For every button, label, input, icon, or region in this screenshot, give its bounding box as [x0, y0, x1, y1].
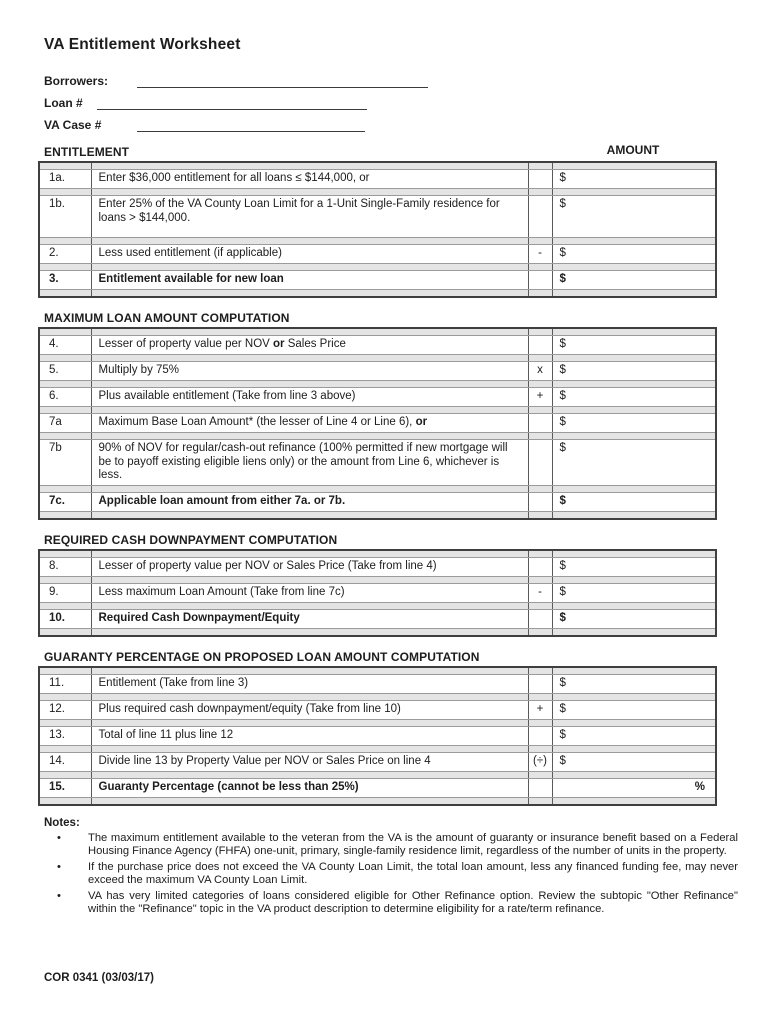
row-description-cell: Plus available entitlement (Take from line 3 above)	[91, 388, 528, 407]
description-text: or	[273, 338, 285, 350]
table-row-3	[39, 271, 716, 290]
row-number-cell: 2.	[39, 245, 91, 264]
spacer-cell	[91, 238, 528, 245]
spacer-cell	[39, 719, 91, 726]
row-amount-cell[interactable]: $	[552, 700, 716, 719]
row-description-cell: Entitlement (Take from line 3)	[91, 674, 528, 693]
spacer-cell	[552, 667, 716, 675]
spacer-cell	[528, 550, 552, 558]
spacer-cell	[39, 189, 91, 196]
row-operator-cell: x	[528, 362, 552, 381]
spacer-row	[39, 667, 716, 675]
field-label: VA Case #	[44, 118, 102, 132]
row-amount-cell[interactable]: $	[552, 170, 716, 189]
row-operator-cell: +	[528, 700, 552, 719]
spacer-row	[39, 511, 716, 519]
row-operator-cell	[528, 336, 552, 355]
spacer-row	[39, 602, 716, 609]
spacer-row	[39, 550, 716, 558]
spacer-cell	[528, 328, 552, 336]
spacer-row	[39, 797, 716, 805]
note-bullet-item: • The maximum entitlement available to the veteran from the VA is the amount of guaranty or insurance benefit based on a Federal Housing Finance Agency (FHFA) one-unit, primary, single-family residence limit, regardless of the number of units in the property.	[44, 832, 738, 859]
spacer-cell	[91, 485, 528, 492]
section-title: ENTITLEMENT	[44, 145, 130, 159]
row-number-cell: 8.	[39, 557, 91, 576]
row-amount-cell[interactable]: $	[552, 752, 716, 771]
spacer-cell	[39, 576, 91, 583]
section-heading-downpayment	[44, 531, 770, 547]
field-input-line[interactable]	[137, 118, 365, 132]
row-description-cell: Multiply by 75%	[91, 362, 528, 381]
spacer-cell	[552, 407, 716, 414]
row-operator-cell	[528, 778, 552, 797]
row-number-cell: 1a.	[39, 170, 91, 189]
spacer-cell	[552, 328, 716, 336]
spacer-cell	[39, 238, 91, 245]
spacer-cell	[552, 238, 716, 245]
spacer-cell	[528, 355, 552, 362]
row-description-cell: Total of line 11 plus line 12	[91, 726, 528, 745]
table-row-6	[39, 388, 716, 407]
spacer-cell	[552, 264, 716, 271]
row-operator-cell: -	[528, 245, 552, 264]
header-fields	[38, 66, 770, 132]
row-amount-cell[interactable]: $	[552, 557, 716, 576]
spacer-cell	[91, 162, 528, 170]
spacer-cell	[528, 745, 552, 752]
spacer-cell	[91, 511, 528, 519]
section-heading-entitlement	[44, 143, 770, 159]
worksheet-table-entitlement	[38, 161, 717, 298]
spacer-cell	[528, 433, 552, 440]
row-number-cell: 1b.	[39, 196, 91, 238]
spacer-row	[39, 745, 716, 752]
spacer-row	[39, 238, 716, 245]
field-input-line[interactable]	[137, 74, 428, 88]
row-amount-cell[interactable]: $	[552, 196, 716, 238]
spacer-cell	[552, 550, 716, 558]
section-title: GUARANTY PERCENTAGE ON PROPOSED LOAN AMOUNT COMPUTATION	[44, 649, 480, 664]
notes-list	[44, 832, 738, 918]
section-heading-guaranty	[44, 648, 770, 664]
table-row-10	[39, 609, 716, 628]
spacer-cell	[552, 162, 716, 170]
spacer-cell	[39, 628, 91, 636]
row-number-cell: 11.	[39, 674, 91, 693]
row-number-cell: 7a	[39, 414, 91, 433]
spacer-cell	[39, 355, 91, 362]
spacer-cell	[39, 797, 91, 805]
spacer-cell	[91, 407, 528, 414]
row-operator-cell	[528, 557, 552, 576]
spacer-cell	[91, 189, 528, 196]
spacer-cell	[552, 485, 716, 492]
row-description-cell: Enter $36,000 entitlement for all loans ≤ $144,000, or	[91, 170, 528, 189]
spacer-cell	[528, 162, 552, 170]
notes-heading: Notes:	[44, 816, 80, 829]
row-operator-cell: +	[528, 388, 552, 407]
spacer-cell	[91, 628, 528, 636]
spacer-cell	[91, 745, 528, 752]
field-input-line[interactable]	[97, 96, 367, 110]
spacer-row	[39, 290, 716, 298]
spacer-row	[39, 433, 716, 440]
row-operator-cell	[528, 492, 552, 511]
spacer-cell	[528, 485, 552, 492]
spacer-cell	[552, 381, 716, 388]
spacer-cell	[552, 511, 716, 519]
row-operator-cell	[528, 196, 552, 238]
row-number-cell: 4.	[39, 336, 91, 355]
form-body	[38, 143, 770, 806]
spacer-cell	[39, 381, 91, 388]
row-description-cell: Required Cash Downpayment/Equity	[91, 609, 528, 628]
field-loan	[44, 88, 770, 110]
spacer-row	[39, 355, 716, 362]
spacer-cell	[528, 602, 552, 609]
spacer-cell	[39, 511, 91, 519]
row-operator-cell	[528, 726, 552, 745]
row-operator-cell	[528, 170, 552, 189]
row-description-cell: Less used entitlement (if applicable)	[91, 245, 528, 264]
row-number-cell: 13.	[39, 726, 91, 745]
spacer-cell	[528, 576, 552, 583]
row-operator-cell	[528, 440, 552, 486]
amount-column-caption: AMOUNT	[606, 143, 660, 157]
spacer-cell	[91, 550, 528, 558]
table-row-12	[39, 700, 716, 719]
spacer-cell	[39, 667, 91, 675]
spacer-cell	[91, 381, 528, 388]
row-amount-cell[interactable]: $	[552, 271, 716, 290]
spacer-cell	[91, 290, 528, 298]
spacer-cell	[552, 355, 716, 362]
spacer-cell	[552, 290, 716, 298]
spacer-cell	[552, 602, 716, 609]
field-label: Loan #	[44, 96, 83, 110]
field-vacase	[44, 110, 770, 132]
spacer-cell	[91, 602, 528, 609]
spacer-cell	[39, 485, 91, 492]
spacer-cell	[91, 328, 528, 336]
spacer-cell	[552, 576, 716, 583]
spacer-cell	[528, 667, 552, 675]
spacer-cell	[39, 771, 91, 778]
table-row-8	[39, 557, 716, 576]
note-bullet-item: • If the purchase price does not exceed the VA County Loan Limit, the total loan amount, less any financed funding fee, may never exceed the maximum VA County Loan Limit.	[44, 861, 738, 888]
spacer-cell	[528, 381, 552, 388]
table-row-5	[39, 362, 716, 381]
row-operator-cell	[528, 609, 552, 628]
notes-section	[44, 816, 738, 918]
row-operator-cell	[528, 414, 552, 433]
spacer-cell	[91, 797, 528, 805]
section-heading-max-loan	[44, 309, 770, 325]
row-amount-cell[interactable]: $	[552, 674, 716, 693]
section-title: REQUIRED CASH DOWNPAYMENT COMPUTATION	[44, 532, 338, 547]
row-number-cell: 14.	[39, 752, 91, 771]
row-operator-cell: -	[528, 583, 552, 602]
spacer-cell	[552, 628, 716, 636]
row-number-cell: 7c.	[39, 492, 91, 511]
worksheet-table-max-loan	[38, 327, 717, 520]
row-amount-cell[interactable]: $	[552, 440, 716, 486]
table-row-7a	[39, 414, 716, 433]
spacer-cell	[552, 771, 716, 778]
spacer-cell	[552, 745, 716, 752]
spacer-cell	[39, 162, 91, 170]
worksheet-table-guaranty	[38, 666, 717, 806]
table-row-7c	[39, 492, 716, 511]
row-amount-cell[interactable]: $	[552, 609, 716, 628]
spacer-cell	[528, 797, 552, 805]
spacer-cell	[91, 693, 528, 700]
description-text: Maximum Base Loan Amount* (the lesser of Line 4 or Line 6),	[98, 416, 416, 428]
spacer-cell	[39, 550, 91, 558]
spacer-cell	[552, 433, 716, 440]
row-description-cell: Entitlement available for new loan	[91, 271, 528, 290]
spacer-row	[39, 628, 716, 636]
row-description-cell: Enter 25% of the VA County Loan Limit for a 1-Unit Single-Family residence for loans > $144,000.	[91, 196, 528, 238]
row-description-cell	[91, 414, 528, 433]
description-text: Sales Price	[284, 338, 346, 350]
spacer-cell	[528, 290, 552, 298]
description-text: Lesser of property value per NOV	[98, 338, 273, 350]
row-number-cell: 12.	[39, 700, 91, 719]
form-number: COR 0341 (03/03/17)	[44, 972, 154, 984]
row-number-cell: 6.	[39, 388, 91, 407]
table-row-11	[39, 674, 716, 693]
spacer-cell	[91, 667, 528, 675]
section-title: MAXIMUM LOAN AMOUNT COMPUTATION	[44, 311, 290, 325]
spacer-cell	[528, 719, 552, 726]
spacer-row	[39, 264, 716, 271]
row-operator-cell	[528, 674, 552, 693]
spacer-cell	[91, 771, 528, 778]
row-operator-cell	[528, 271, 552, 290]
spacer-cell	[528, 771, 552, 778]
spacer-cell	[552, 189, 716, 196]
row-description-cell: Applicable loan amount from either 7a. or 7b.	[91, 492, 528, 511]
table-row-1a	[39, 170, 716, 189]
row-amount-cell[interactable]: $	[552, 336, 716, 355]
spacer-row	[39, 719, 716, 726]
spacer-cell	[91, 719, 528, 726]
spacer-row	[39, 485, 716, 492]
page-title: VA Entitlement Worksheet	[44, 36, 241, 53]
spacer-cell	[39, 290, 91, 298]
spacer-cell	[39, 328, 91, 336]
row-number-cell: 9.	[39, 583, 91, 602]
row-number-cell: 3.	[39, 271, 91, 290]
spacer-row	[39, 693, 716, 700]
spacer-cell	[528, 693, 552, 700]
row-number-cell: 10.	[39, 609, 91, 628]
row-amount-cell[interactable]: $	[552, 388, 716, 407]
spacer-cell	[552, 693, 716, 700]
spacer-cell	[39, 407, 91, 414]
row-number-cell: 5.	[39, 362, 91, 381]
spacer-row	[39, 381, 716, 388]
row-amount-cell[interactable]: $	[552, 583, 716, 602]
description-text: or	[415, 416, 428, 428]
row-description-cell: Divide line 13 by Property Value per NOV or Sales Price on line 4	[91, 752, 528, 771]
field-label: Borrowers:	[44, 74, 109, 88]
row-amount-cell[interactable]: $	[552, 726, 716, 745]
spacer-row	[39, 576, 716, 583]
spacer-row	[39, 328, 716, 336]
table-row-14	[39, 752, 716, 771]
table-row-13	[39, 726, 716, 745]
spacer-cell	[39, 693, 91, 700]
spacer-cell	[91, 576, 528, 583]
spacer-cell	[552, 719, 716, 726]
spacer-cell	[552, 797, 716, 805]
row-operator-cell: (÷)	[528, 752, 552, 771]
row-description-cell: Plus required cash downpayment/equity (Take from line 10)	[91, 700, 528, 719]
field-borrowers	[44, 66, 770, 88]
table-row-7b	[39, 440, 716, 486]
worksheet-table-downpayment	[38, 549, 717, 637]
row-number-cell: 7b	[39, 440, 91, 486]
spacer-cell	[91, 264, 528, 271]
spacer-cell	[91, 355, 528, 362]
spacer-row	[39, 162, 716, 170]
row-description-cell	[91, 336, 528, 355]
row-amount-cell[interactable]: %	[552, 778, 716, 797]
spacer-cell	[528, 238, 552, 245]
table-row-9	[39, 583, 716, 602]
table-row-2	[39, 245, 716, 264]
row-description-cell: Less maximum Loan Amount (Take from line 7c)	[91, 583, 528, 602]
spacer-row	[39, 771, 716, 778]
spacer-cell	[528, 264, 552, 271]
spacer-row	[39, 407, 716, 414]
row-amount-cell[interactable]: $	[552, 362, 716, 381]
note-bullet-item: • VA has very limited categories of loans considered eligible for Other Refinance option. Review the subtopic "Other Refinance" within the "Refinance" topic in the VA product description to determine eligibility for a rate/term refinance.	[44, 890, 738, 917]
spacer-cell	[39, 264, 91, 271]
row-number-cell: 15.	[39, 778, 91, 797]
row-amount-cell[interactable]: $	[552, 414, 716, 433]
row-amount-cell[interactable]: $	[552, 245, 716, 264]
spacer-row	[39, 189, 716, 196]
spacer-cell	[528, 189, 552, 196]
row-amount-cell[interactable]: $	[552, 492, 716, 511]
spacer-cell	[39, 433, 91, 440]
spacer-cell	[528, 628, 552, 636]
spacer-cell	[528, 511, 552, 519]
table-row-1b	[39, 196, 716, 238]
row-description-cell: Lesser of property value per NOV or Sales Price (Take from line 4)	[91, 557, 528, 576]
row-description-cell: Guaranty Percentage (cannot be less than 25%)	[91, 778, 528, 797]
row-description-cell: 90% of NOV for regular/cash-out refinance (100% permitted if new mortgage will be to payoff existing eligible liens only) or the amount from Line 6, whichever is less.	[91, 440, 528, 486]
spacer-cell	[91, 433, 528, 440]
table-row-4	[39, 336, 716, 355]
spacer-cell	[528, 407, 552, 414]
table-row-15	[39, 778, 716, 797]
spacer-cell	[39, 745, 91, 752]
spacer-cell	[39, 602, 91, 609]
